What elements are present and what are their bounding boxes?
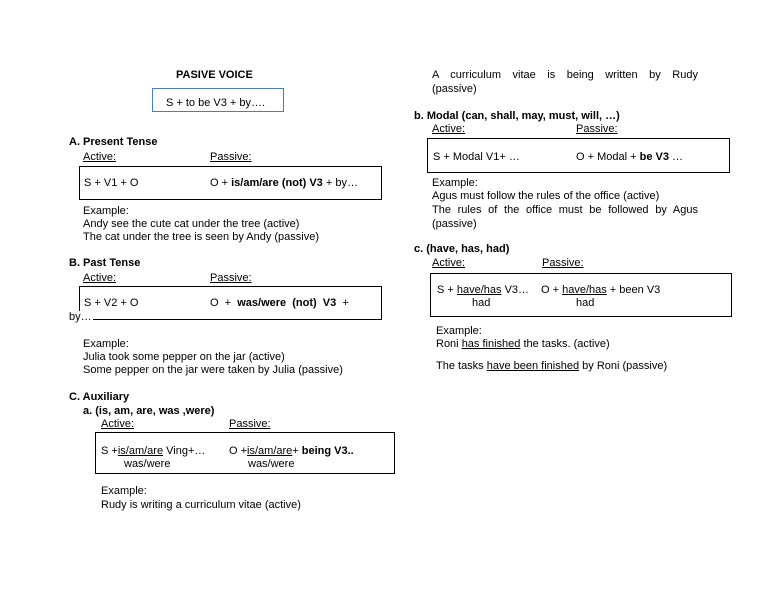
- section-c-passive-label: Passive:: [229, 418, 271, 430]
- section-b-example-1: Julia took some pepper on the jar (active): [83, 351, 285, 363]
- right-c-passive-line2: had: [576, 297, 595, 309]
- section-a-passive-label: Passive:: [210, 151, 252, 163]
- right-b-active-label: Active:: [432, 123, 466, 135]
- section-a-example-2: The cat under the tree is seen by Andy (passive): [83, 231, 320, 243]
- section-b-passive-wrap: by…: [69, 311, 92, 323]
- section-c-example-1: Rudy is writing a curriculum vitae (active): [101, 499, 301, 511]
- page-title: PASIVE VOICE: [176, 69, 253, 81]
- right-c-example-2: The tasks have been finished by Roni (passive): [436, 360, 668, 372]
- section-a-example-label: Example:: [83, 205, 129, 217]
- right-c-active-label: Active:: [432, 257, 466, 269]
- section-a-active-formula: S + V1 + O: [84, 177, 139, 189]
- right-b-active-formula: S + Modal V1+ …: [433, 151, 520, 163]
- section-c-example-label: Example:: [101, 485, 147, 497]
- section-a-example-1: Andy see the cute cat under the tree (active): [83, 218, 300, 230]
- section-b-example-2: Some pepper on the jar were taken by Julia (passive): [83, 364, 343, 376]
- right-continuation-line1: A curriculum vitae is being written by Rudy: [432, 69, 698, 81]
- right-b-passive-label: Passive:: [576, 123, 618, 135]
- right-b-example-label: Example:: [432, 177, 478, 189]
- section-b-passive-formula: O + was/were (not) V3 +: [210, 297, 349, 309]
- right-c-passive-formula: O + have/has + been V3: [541, 284, 661, 296]
- right-b-passive-formula: O + Modal + be V3 …: [576, 151, 684, 163]
- right-c-heading: c. (have, has, had): [414, 243, 510, 255]
- right-continuation-line2: (passive): [432, 83, 477, 95]
- section-c-active-formula: S +is/am/are Ving+…: [101, 445, 206, 457]
- right-b-example-2b: (passive): [432, 218, 477, 230]
- section-c-heading: C. Auxiliary: [69, 391, 130, 403]
- section-a-active-label: Active:: [83, 151, 117, 163]
- section-b-active-label: Active:: [83, 272, 117, 284]
- section-b-active-formula: S + V2 + O: [84, 297, 139, 309]
- section-a-passive-formula: O + is/am/are (not) V3 + by…: [210, 177, 358, 189]
- section-c-sub-a-heading: a. (is, am, are, was ,were): [83, 405, 215, 417]
- right-c-passive-label: Passive:: [542, 257, 584, 269]
- section-b-passive-label: Passive:: [210, 272, 252, 284]
- right-b-example-1: Agus must follow the rules of the office (active): [432, 190, 660, 202]
- right-c-example-1: Roni has finished the tasks. (active): [436, 338, 610, 350]
- right-b-heading: b. Modal (can, shall, may, must, will, …): [414, 110, 620, 122]
- section-c-active-label: Active:: [101, 418, 135, 430]
- right-c-example-label: Example:: [436, 325, 482, 337]
- section-b-example-label: Example:: [83, 338, 129, 350]
- section-c-active-line2: was/were: [124, 458, 171, 470]
- section-c-passive-line2: was/were: [248, 458, 295, 470]
- section-a-heading: A. Present Tense: [69, 136, 158, 148]
- section-b-heading: B. Past Tense: [69, 257, 141, 269]
- right-c-active-formula: S + have/has V3…: [437, 284, 530, 296]
- right-c-active-line2: had: [472, 297, 491, 309]
- right-b-example-2a: The rules of the office must be followed by Agus: [432, 204, 698, 216]
- formula-text: S + to be V3 + by….: [166, 97, 266, 109]
- section-c-passive-formula: O +is/am/are+ being V3..: [229, 445, 354, 457]
